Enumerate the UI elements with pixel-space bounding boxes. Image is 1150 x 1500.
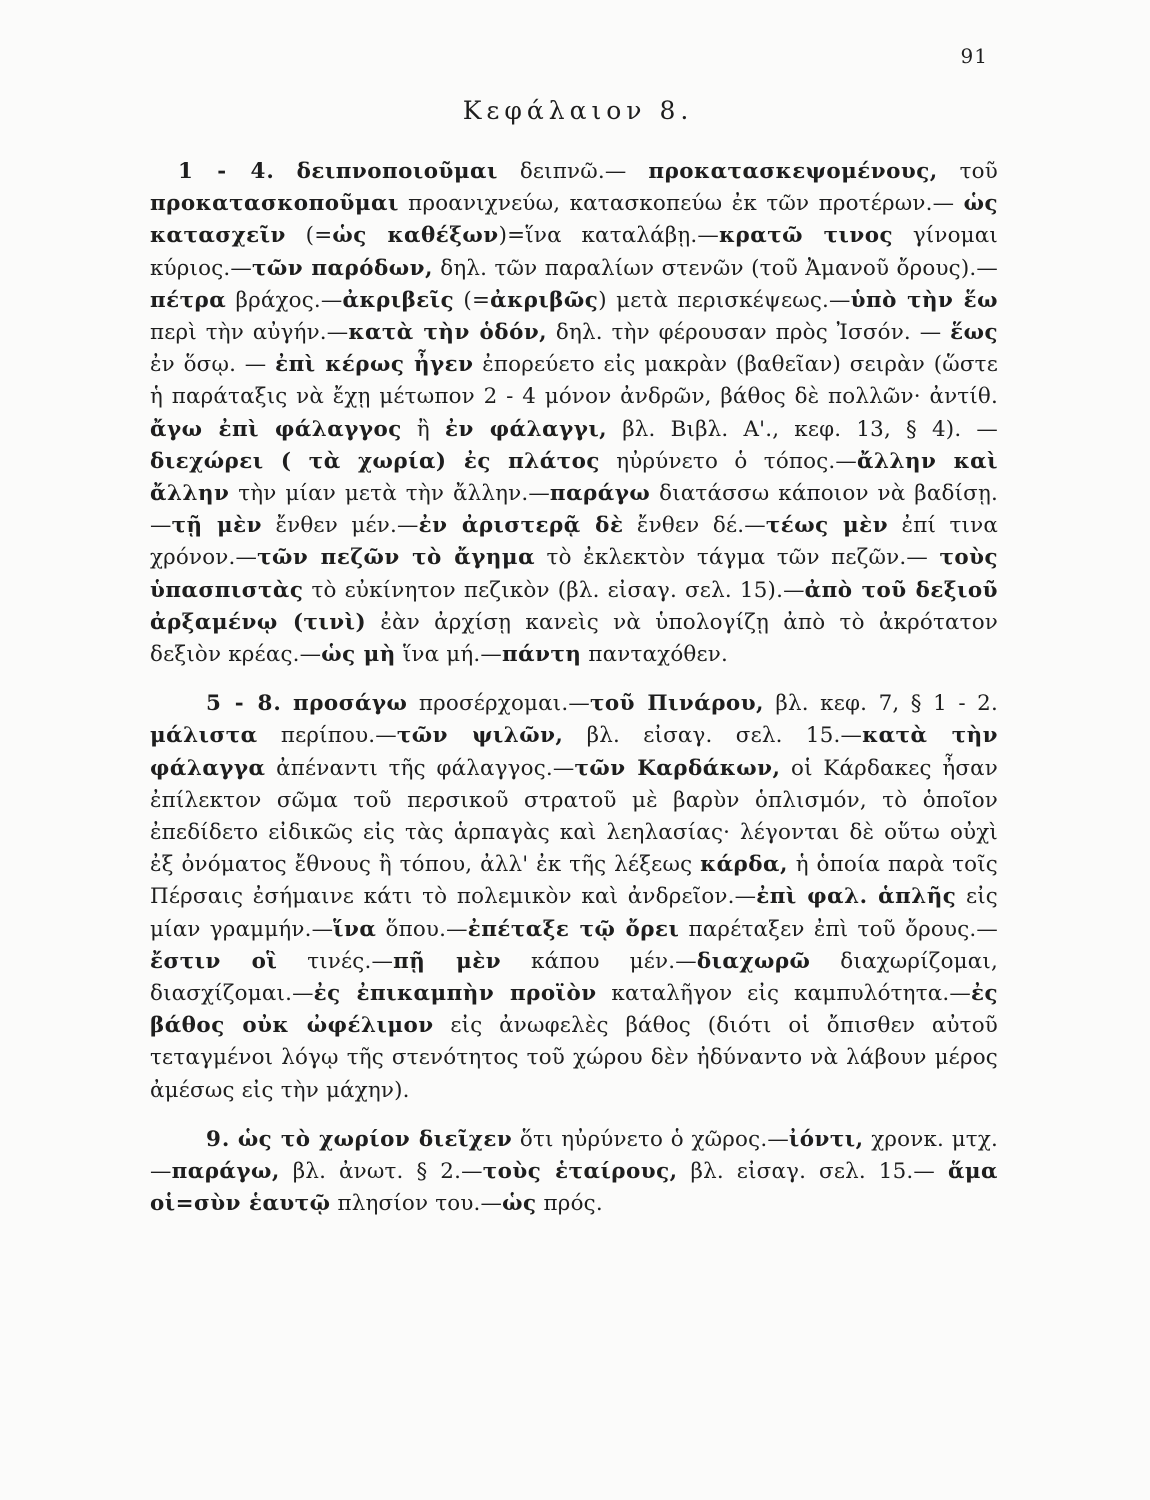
gloss: τοῦ	[937, 159, 998, 184]
gloss: ἐὰν ἀρχίσῃ κανεὶς νὰ ὑπολογίζῃ ἀπὸ τὸ ἀκρότατον δεξιὸν κρέας.—	[150, 609, 998, 668]
gloss: ἵνα μή.—	[395, 642, 502, 668]
gloss: ἢ	[401, 416, 445, 442]
section-number: 1 - 4.	[178, 159, 275, 184]
lemma: προκατασκοποῦμαι	[150, 191, 399, 217]
lemma: ὡς καθέξων	[332, 223, 499, 249]
gloss: οἱ Κάρδακες ἦσαν ἐπίλεκτον σῶμα τοῦ περσικοῦ στρατοῦ μὲ βαρὺν ὁπλισμόν, τὸ ὁποῖον ἐπεδίδετο εἰδικῶς εἰς τὰς ἁρπαγὰς καὶ λεηλασίας· λέγονται δὲ οὕτω οὐχὶ ἐξ ὀνόματος ἔθνους ἢ τόπου, ἀλλ' ἐκ τῆς λέξεως	[150, 755, 998, 878]
gloss: ὅτι ηὐρύνετο ὁ χῶρος.—	[512, 1126, 789, 1152]
lemma: ἐς ἐπικαμπὴν προϊὸν	[313, 981, 597, 1007]
lemma: προσάγω	[293, 691, 408, 717]
lemma: ἐς βάθος οὐκ ὠφέλιμον	[150, 981, 998, 1039]
lemma: ὡς κατασχεῖν	[150, 191, 998, 249]
gloss: ἀπέναντι τῆς φάλαγγος.—	[265, 755, 575, 781]
section-number: 5 - 8.	[206, 691, 282, 717]
page-number: 91	[960, 44, 988, 68]
gloss: παρέταξεν ἐπὶ τοῦ ὄρους.—	[679, 916, 998, 942]
paragraph-9	[150, 1124, 998, 1221]
gloss: δειπνῶ.—	[497, 159, 649, 184]
lemma: ἐπὶ φαλ. ἁπλῆς	[756, 884, 957, 910]
lemma: ἄγω ἐπὶ φάλαγγος	[150, 416, 402, 442]
gloss: ἐν ὅσῳ. —	[150, 352, 276, 378]
lemma: ἀκριβεῖς	[342, 287, 455, 313]
lemma: ἄλλην καὶ ἄλλην	[150, 448, 998, 507]
gloss: περίπου.—	[257, 723, 397, 749]
lemma: διαχωρῶ	[696, 948, 811, 974]
gloss: βράχος.—	[226, 287, 343, 313]
lemma: κάρδα,	[700, 852, 788, 878]
lemma: δειπνοποιοῦμαι	[296, 159, 498, 184]
gloss: ἐπί τινα χρόνον.—	[150, 513, 998, 571]
lemma: τῶν Καρδάκων,	[574, 755, 781, 781]
gloss: προσέρχομαι.—	[407, 691, 590, 717]
lemma: ἔστιν οἳ	[150, 948, 278, 974]
gloss: πλησίον του.—	[330, 1191, 503, 1217]
gloss: δηλ. τὴν φέρουσαν πρὸς Ἰσσόν. —	[547, 320, 951, 346]
lemma: παράγω,	[171, 1159, 280, 1185]
lemma: κρατῶ τινος	[718, 223, 894, 249]
gloss: πανταχόθεν.	[581, 642, 728, 668]
gloss: τὴν μίαν μετὰ τὴν ἄλλην.—	[229, 481, 550, 507]
lemma: ἐπὶ κέρως ἦγεν	[275, 352, 474, 378]
lemma: τοῦ Πινάρου,	[589, 691, 764, 717]
lemma: ὑπὸ τὴν ἕω	[850, 287, 998, 313]
gloss: ὅπου.—	[376, 916, 468, 942]
lemma: τῶν παρόδων,	[251, 255, 433, 281]
gloss: βλ. ἀνωτ. § 2.—	[279, 1159, 483, 1185]
gloss: τὸ εὐκίνητον πεζικὸν (βλ. εἰσαγ. σελ. 15).—	[303, 577, 805, 603]
lemma: ἕως	[950, 320, 998, 346]
lemma: ὡς	[502, 1191, 537, 1217]
gloss: κάπου μέν.—	[501, 948, 697, 974]
gloss: περὶ τὴν αὐγήν.—	[150, 320, 349, 346]
gloss: καταλῆγον εἰς καμπυλότητα.—	[596, 981, 971, 1007]
gloss: )=ἵνα καταλάβῃ.—	[498, 223, 719, 249]
lemma: τῇ μὲν	[171, 513, 262, 539]
paragraph-5-8	[150, 688, 998, 1107]
gloss: (=	[285, 223, 333, 249]
gloss: ἐπορεύετο εἰς μακρὰν (βαθεῖαν) σειρὰν (ὥστε ἡ παράταξις νὰ ἔχῃ μέτωπον 2 - 4 μόνον ἀνδρῶν, βάθος δὲ πολλῶν· ἀντίθ.	[150, 352, 998, 410]
gloss: δηλ. τῶν παραλίων στενῶν (τοῦ Ἀμανοῦ ὄρους).—	[432, 255, 998, 281]
lemma: ἅμα οἱ=σὺν ἑαυτῷ	[150, 1159, 999, 1217]
lemma: πῇ μὲν	[393, 948, 502, 974]
gloss: εἰς μίαν γραμμήν.—	[150, 884, 998, 942]
lemma: διεχώρει ( τὰ χωρία) ἐς πλάτος	[150, 448, 600, 474]
gloss: βλ. κεφ. 7, § 1 - 2.	[763, 691, 998, 717]
gloss: ἔνθεν μέν.—	[261, 513, 419, 539]
lemma: πέτρα	[150, 287, 227, 313]
paragraph-1-4	[150, 156, 998, 671]
lemma: ὡς μὴ	[321, 642, 396, 668]
gloss: ἔνθεν δέ.—	[623, 513, 766, 539]
gloss: προανιχνεύω, κατασκοπεύω ἐκ τῶν προτέρων.—	[398, 191, 964, 217]
commentary-body	[150, 156, 998, 1221]
gloss: ηὐρύνετο ὁ τόπος.—	[599, 448, 858, 474]
gloss: διατάσσω κάποιον νὰ βαδίσῃ.—	[150, 481, 998, 539]
gloss: εἰς ἀνωφελὲς βάθος (διότι οἱ ὄπισθεν αὐτοῦ τεταγμένοι λόγῳ τῆς στενότητος τοῦ χώρου δὲν ἠδύναντο νὰ λάβουν μέρος ἀμέσως εἰς τὴν μάχην).	[150, 1013, 998, 1103]
gloss: διαχωρίζομαι, διασχίζομαι.—	[150, 948, 998, 1007]
lemma: ἵνα	[333, 916, 377, 942]
lemma: ἀπὸ τοῦ δεξιοῦ ἀρξαμένῳ (τινὶ)	[150, 577, 998, 635]
lemma: τῶν πεζῶν τὸ ἄγημα	[257, 545, 536, 571]
lemma: τοὺς ἑταίρους,	[482, 1159, 678, 1185]
lemma: ἐν ἀριστερᾷ δὲ	[418, 513, 624, 539]
gloss: τὸ ἐκλεκτὸν τάγμα τῶν πεζῶν.—	[535, 545, 940, 571]
lemma: κατὰ τὴν ὁδόν,	[348, 320, 548, 346]
gloss: χρονκ. μτχ.—	[150, 1126, 998, 1185]
section-number: 9.	[206, 1126, 231, 1152]
chapter-heading: Κεφάλαιον 8.	[462, 96, 694, 125]
gloss: ) μετὰ περισκέψεως.—	[598, 287, 851, 313]
gloss: πρός.	[536, 1191, 603, 1217]
lemma: τῶν ψιλῶν,	[396, 723, 564, 749]
lemma: προκατασκεψομένους,	[648, 159, 938, 184]
lemma: ἐπέταξε τῷ ὄρει	[467, 916, 680, 942]
lemma: ἀκριβῶς	[490, 287, 599, 313]
lemma: τοὺς ὑπασπιστὰς	[150, 545, 998, 603]
gloss: γίνομαι κύριος.—	[150, 223, 999, 281]
lemma: παράγω	[549, 481, 651, 507]
gloss: βλ. εἰσαγ. σελ. 15.—	[677, 1159, 948, 1185]
lemma: πάντη	[501, 642, 582, 668]
gloss: (=	[454, 287, 491, 313]
gloss: βλ. Βιβλ. Α'., κεφ. 13, § 4). —	[607, 416, 998, 442]
lemma: κατὰ τὴν φάλαγγα	[150, 723, 998, 781]
gloss: ἡ ὁποία παρὰ τοῖς Πέρσαις ἐσήμαινε κάτι τὸ πολεμικὸν καὶ ἀνδρεῖον.—	[150, 852, 998, 910]
gloss: βλ. εἰσαγ. σελ. 15.—	[563, 723, 863, 749]
lemma: μάλιστα	[150, 723, 258, 749]
lemma: τέως μὲν	[765, 513, 889, 539]
lemma: ὡς τὸ χωρίον διεῖχεν	[237, 1126, 513, 1152]
gloss: τινές.—	[277, 948, 394, 974]
lemma: ἰόντι,	[788, 1126, 864, 1152]
lemma: ἐν φάλαγγι,	[444, 416, 608, 442]
